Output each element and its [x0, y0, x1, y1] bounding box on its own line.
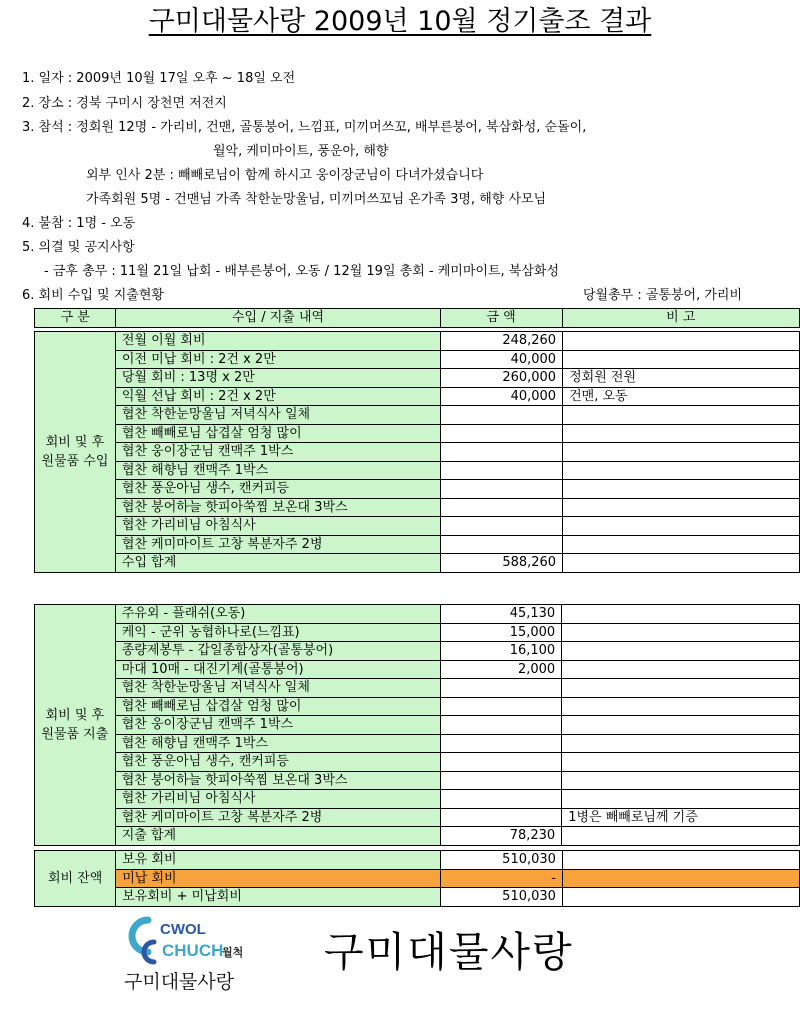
item-absent: 4. 불참 : 1명 - 오동 — [22, 216, 136, 231]
table-row — [35, 369, 800, 388]
row-note: 건맨, 오동 — [563, 387, 800, 406]
table-row — [35, 790, 800, 809]
row-content: 협찬 케미마이트 고창 복분자주 2병 — [115, 808, 440, 827]
row-note — [562, 851, 799, 870]
item-attend-guests: 외부 인사 2분 : 빼빼로님이 함께 하시고 웅이장군님이 다녀가셨습니다 — [86, 168, 484, 183]
expense-total-label: 지출 합계 — [115, 827, 440, 846]
row-content: 협찬 붕어하늘 핫피아쑥찜 보온대 3박스 — [115, 498, 440, 517]
row-note — [562, 605, 800, 624]
row-amount — [441, 443, 563, 462]
logo-bottom-text: CHUCH — [162, 941, 224, 960]
item-place: 2. 장소 : 경북 구미시 장천면 저전지 — [22, 96, 227, 111]
row-note — [562, 679, 800, 698]
row-content: 종량제봉투 - 갑일종합상자(골통붕어) — [115, 642, 440, 661]
table-row — [35, 535, 800, 554]
table-row — [35, 605, 800, 624]
row-content: 협찬 빼빼로님 삽겹살 엄청 많이 — [115, 697, 440, 716]
row-note — [563, 480, 800, 499]
row-amount — [440, 808, 562, 827]
row-content: 협찬 붕어하늘 핫피아쑥찜 보온대 3박스 — [115, 771, 440, 790]
row-note — [562, 716, 800, 735]
item-date: 1. 일자 : 2009년 10월 17일 오후 ~ 18일 오전 — [22, 71, 296, 86]
table-row — [35, 660, 800, 679]
row-content: 보유회비 + 미납회비 — [116, 888, 440, 907]
row-content: 협찬 풍운아님 생수, 캔커피등 — [115, 480, 440, 499]
row-note — [562, 623, 800, 642]
table-row — [35, 424, 800, 443]
expense-category-cell: 회비 및 후원물품 지출 — [35, 605, 116, 846]
row-content: 익월 선납 회비 : 2건 x 2만 — [115, 387, 440, 406]
item-notice-detail: - 금후 총무 : 11월 21일 납회 - 배부른붕어, 오동 / 12월 19일 총회 - 케미마이트, 북삼화성 — [44, 264, 560, 279]
row-amount: 248,260 — [441, 332, 563, 351]
row-content: 보유 회비 — [116, 851, 440, 870]
table-row — [35, 350, 800, 369]
row-note — [563, 443, 800, 462]
income-total-label: 수입 합계 — [115, 554, 440, 573]
row-amount — [441, 406, 563, 425]
table-row — [35, 753, 800, 772]
row-amount — [441, 498, 563, 517]
row-note — [563, 461, 800, 480]
row-amount — [441, 461, 563, 480]
income-total-amount: 588,260 — [441, 554, 563, 573]
row-content: 미납 회비 — [116, 869, 440, 888]
row-content: 이전 미납 회비 : 2건 x 2만 — [115, 350, 440, 369]
table-row — [35, 679, 800, 698]
row-note — [562, 734, 800, 753]
row-note — [563, 350, 800, 369]
table-row — [35, 498, 800, 517]
row-content: 마대 10매 - 대진기계(골통붕어) — [115, 660, 440, 679]
row-amount: 40,000 — [441, 387, 563, 406]
table-row — [35, 734, 800, 753]
row-content: 주유외 - 플래쉬(오동) — [115, 605, 440, 624]
row-amount: 45,130 — [440, 605, 562, 624]
item-attend-family: 가족회원 5명 - 건맨님 가족 착한눈망울님, 미끼머쓰꼬님 온가족 3명, 해향 사모님 — [86, 192, 547, 207]
row-amount — [441, 517, 563, 536]
row-amount — [440, 790, 562, 809]
total-note — [562, 827, 800, 846]
table-row — [35, 623, 800, 642]
row-amount: 2,000 — [440, 660, 562, 679]
row-amount — [440, 697, 562, 716]
row-amount — [441, 480, 563, 499]
expense-total-amount: 78,230 — [440, 827, 562, 846]
row-amount: 40,000 — [441, 350, 563, 369]
table-row — [35, 642, 800, 661]
row-content: 협찬 가리비님 아침식사 — [115, 517, 440, 536]
row-note — [563, 406, 800, 425]
item-attend-cont: 월악, 케미마이트, 풍운아, 해향 — [213, 144, 389, 159]
row-note — [563, 424, 800, 443]
table-row — [35, 808, 800, 827]
row-amount — [441, 535, 563, 554]
row-content: 케익 - 군위 농협하나로(느낌표) — [115, 623, 440, 642]
table-row — [35, 517, 800, 536]
row-content: 협찬 빼빼로님 삽겹살 엄청 많이 — [115, 424, 440, 443]
item-section6: 6. 회비 수입 및 지출현황 — [22, 288, 164, 303]
row-note — [562, 660, 800, 679]
table-row — [35, 716, 800, 735]
row-amount — [440, 716, 562, 735]
row-note: 정회원 전원 — [563, 369, 800, 388]
row-content: 협찬 케미마이트 고창 복분자주 2병 — [115, 535, 440, 554]
income-table — [34, 331, 800, 573]
finance-table-header — [34, 308, 800, 328]
row-amount — [441, 424, 563, 443]
row-note — [562, 790, 800, 809]
header-note: 비 고 — [562, 309, 799, 328]
total-row — [35, 554, 800, 573]
total-row — [35, 827, 800, 846]
club-logo — [118, 912, 258, 1008]
total-note — [563, 554, 800, 573]
row-content: 협찬 가리비님 아침식사 — [115, 790, 440, 809]
treasurer-note: 당월총무 : 골통붕어, 가리비 — [583, 288, 743, 303]
row-content: 협찬 착한눈망울님 저녁식사 일체 — [115, 679, 440, 698]
row-content: 협찬 풍운아님 생수, 캔커피등 — [115, 753, 440, 772]
table-row — [35, 869, 800, 888]
table-row — [35, 461, 800, 480]
page-title: 구미대물사랑 2009년 10월 정기출조 결과 — [148, 6, 652, 37]
row-content: 협찬 웅이장군님 캔맥주 1박스 — [115, 716, 440, 735]
row-amount: 15,000 — [440, 623, 562, 642]
row-note — [563, 498, 800, 517]
table-row — [35, 406, 800, 425]
header-category: 구 분 — [35, 309, 116, 328]
row-content: 협찬 해향님 캔맥주 1박스 — [115, 461, 440, 480]
header-amount: 금 액 — [440, 309, 562, 328]
row-amount — [440, 753, 562, 772]
table-row — [35, 332, 800, 351]
row-amount: 510,030 — [440, 888, 562, 907]
table-row — [35, 888, 800, 907]
row-note — [562, 753, 800, 772]
row-note: 1병은 빼빼로님께 기증 — [562, 808, 800, 827]
table-row — [35, 480, 800, 499]
row-amount — [440, 734, 562, 753]
table-row — [35, 851, 800, 870]
row-note — [563, 517, 800, 536]
row-amount: 510,030 — [440, 851, 562, 870]
footer-club-name: 구미대물사랑 — [324, 928, 574, 976]
row-note — [562, 888, 799, 907]
row-amount — [440, 679, 562, 698]
row-amount: 16,100 — [440, 642, 562, 661]
income-category-cell: 회비 및 후원물품 수입 — [35, 332, 116, 573]
balance-category-cell: 회비 잔액 — [35, 851, 116, 907]
table-row — [35, 697, 800, 716]
balance-table — [34, 850, 800, 907]
table-row — [35, 443, 800, 462]
row-content: 협찬 웅이장군님 캔맥주 1박스 — [115, 443, 440, 462]
row-amount: - — [440, 869, 562, 888]
row-note — [563, 535, 800, 554]
row-amount: 260,000 — [441, 369, 563, 388]
row-content: 전월 이월 회비 — [115, 332, 440, 351]
row-amount — [440, 771, 562, 790]
logo-top-text: CWOL — [160, 921, 206, 938]
item-attend: 3. 참석 : 정회원 12명 - 가리비, 건맨, 골통붕어, 느낌표, 미끼머쓰꼬, 배부른붕어, 북삼화성, 순돌이, — [22, 120, 587, 135]
table-row — [35, 387, 800, 406]
row-content: 협찬 착한눈망울님 저녁식사 일체 — [115, 406, 440, 425]
row-content: 협찬 해향님 캔맥주 1박스 — [115, 734, 440, 753]
row-content: 당월 회비 : 13명 x 2만 — [115, 369, 440, 388]
table-row — [35, 771, 800, 790]
logo-text: 구미대물사랑 — [124, 971, 235, 993]
expense-table — [34, 604, 800, 846]
row-note — [562, 697, 800, 716]
row-note — [563, 332, 800, 351]
row-note — [562, 771, 800, 790]
row-note — [562, 869, 799, 888]
header-content: 수입 / 지출 내역 — [116, 309, 440, 328]
logo-tag: 월척 — [222, 946, 244, 959]
item-notice: 5. 의결 및 공지사항 — [22, 240, 135, 255]
row-note — [562, 642, 800, 661]
